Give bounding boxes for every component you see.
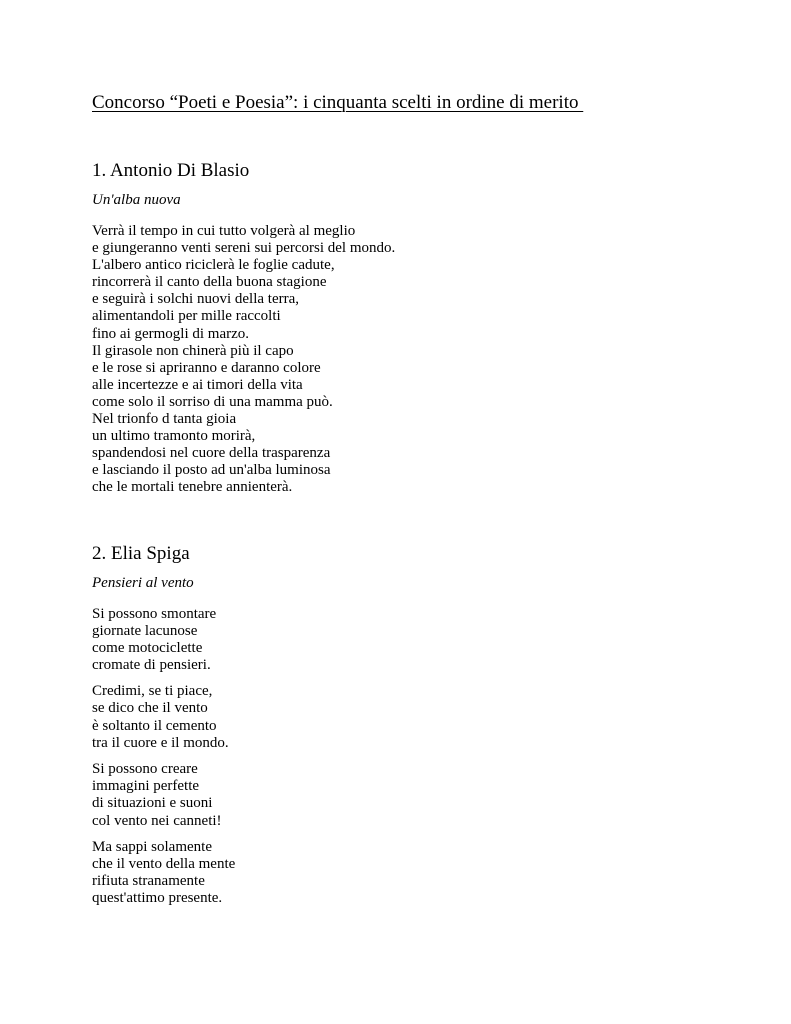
poem-stanza bbox=[92, 606, 752, 674]
poem-line: un ultimo tramonto morirà, bbox=[92, 428, 256, 445]
poem-line: Nel trionfo d tanta gioia bbox=[92, 411, 237, 428]
entry-heading: 1. Antonio Di Blasio bbox=[92, 160, 250, 181]
poem-line: immagini perfette bbox=[92, 778, 200, 795]
poem-line: Si possono creare bbox=[92, 761, 198, 778]
poem-line: L'albero antico riciclerà le foglie cadute, bbox=[92, 257, 335, 274]
poem-line: è soltanto il cemento bbox=[92, 717, 217, 734]
poem-stanza bbox=[92, 683, 752, 751]
poem-line: se dico che il vento bbox=[92, 700, 208, 717]
poem-line: come motociclette bbox=[92, 639, 203, 656]
poem-line: Il girasole non chinerà più il capo bbox=[92, 342, 294, 359]
poem-line: tra il cuore e il mondo. bbox=[92, 734, 229, 751]
poem-line: giornate lacunose bbox=[92, 622, 198, 639]
poem-line: che il vento della mente bbox=[92, 856, 236, 873]
poem-line: col vento nei canneti! bbox=[92, 812, 222, 829]
poem-line: Credimi, se ti piace, bbox=[92, 683, 213, 700]
poem-line: rifiuta stranamente bbox=[92, 873, 205, 890]
poem-line: alle incertezze e ai timori della vita bbox=[92, 376, 303, 393]
poem-line: e le rose si apriranno e daranno colore bbox=[92, 359, 321, 376]
poem-line: e giungeranno venti sereni sui percorsi del mondo. bbox=[92, 240, 396, 257]
poem-line: e seguirà i solchi nuovi della terra, bbox=[92, 291, 300, 308]
poem-line: spandendosi nel cuore della trasparenza bbox=[92, 445, 331, 462]
poem-line: alimentandoli per mille raccolti bbox=[92, 308, 281, 325]
poem-stanza bbox=[92, 223, 752, 497]
poem-stanza bbox=[92, 839, 752, 907]
poem-line: come solo il sorriso di una mamma può. bbox=[92, 393, 333, 410]
poem-line: di situazioni e suoni bbox=[92, 795, 213, 812]
poem-line: e lasciando il posto ad un'alba luminosa bbox=[92, 462, 331, 479]
poem-line: fino ai germogli di marzo. bbox=[92, 325, 250, 342]
poem-stanza bbox=[92, 761, 752, 829]
poem-title: Pensieri al vento bbox=[92, 574, 194, 591]
poem-line: quest'attimo presente. bbox=[92, 890, 223, 907]
document-title: Concorso “Poeti e Poesia”: i cinquanta scelti in ordine di merito bbox=[92, 92, 584, 113]
entry-elia-spiga bbox=[92, 542, 752, 908]
poem-line: Si possono smontare bbox=[92, 605, 217, 622]
entry-antonio-di-blasio bbox=[92, 159, 752, 497]
entry-heading: 2. Elia Spiga bbox=[92, 542, 190, 564]
poem-line: che le mortali tenebre annienterà. bbox=[92, 479, 293, 496]
poem-title: Un'alba nuova bbox=[92, 192, 181, 208]
poem-line: cromate di pensieri. bbox=[92, 656, 211, 673]
poem-line: Verrà il tempo in cui tutto volgerà al meglio bbox=[92, 223, 356, 239]
poem-line: Ma sappi solamente bbox=[92, 839, 212, 856]
document-page bbox=[92, 90, 752, 908]
poem-line: rincorrerà il canto della buona stagione bbox=[92, 274, 327, 291]
